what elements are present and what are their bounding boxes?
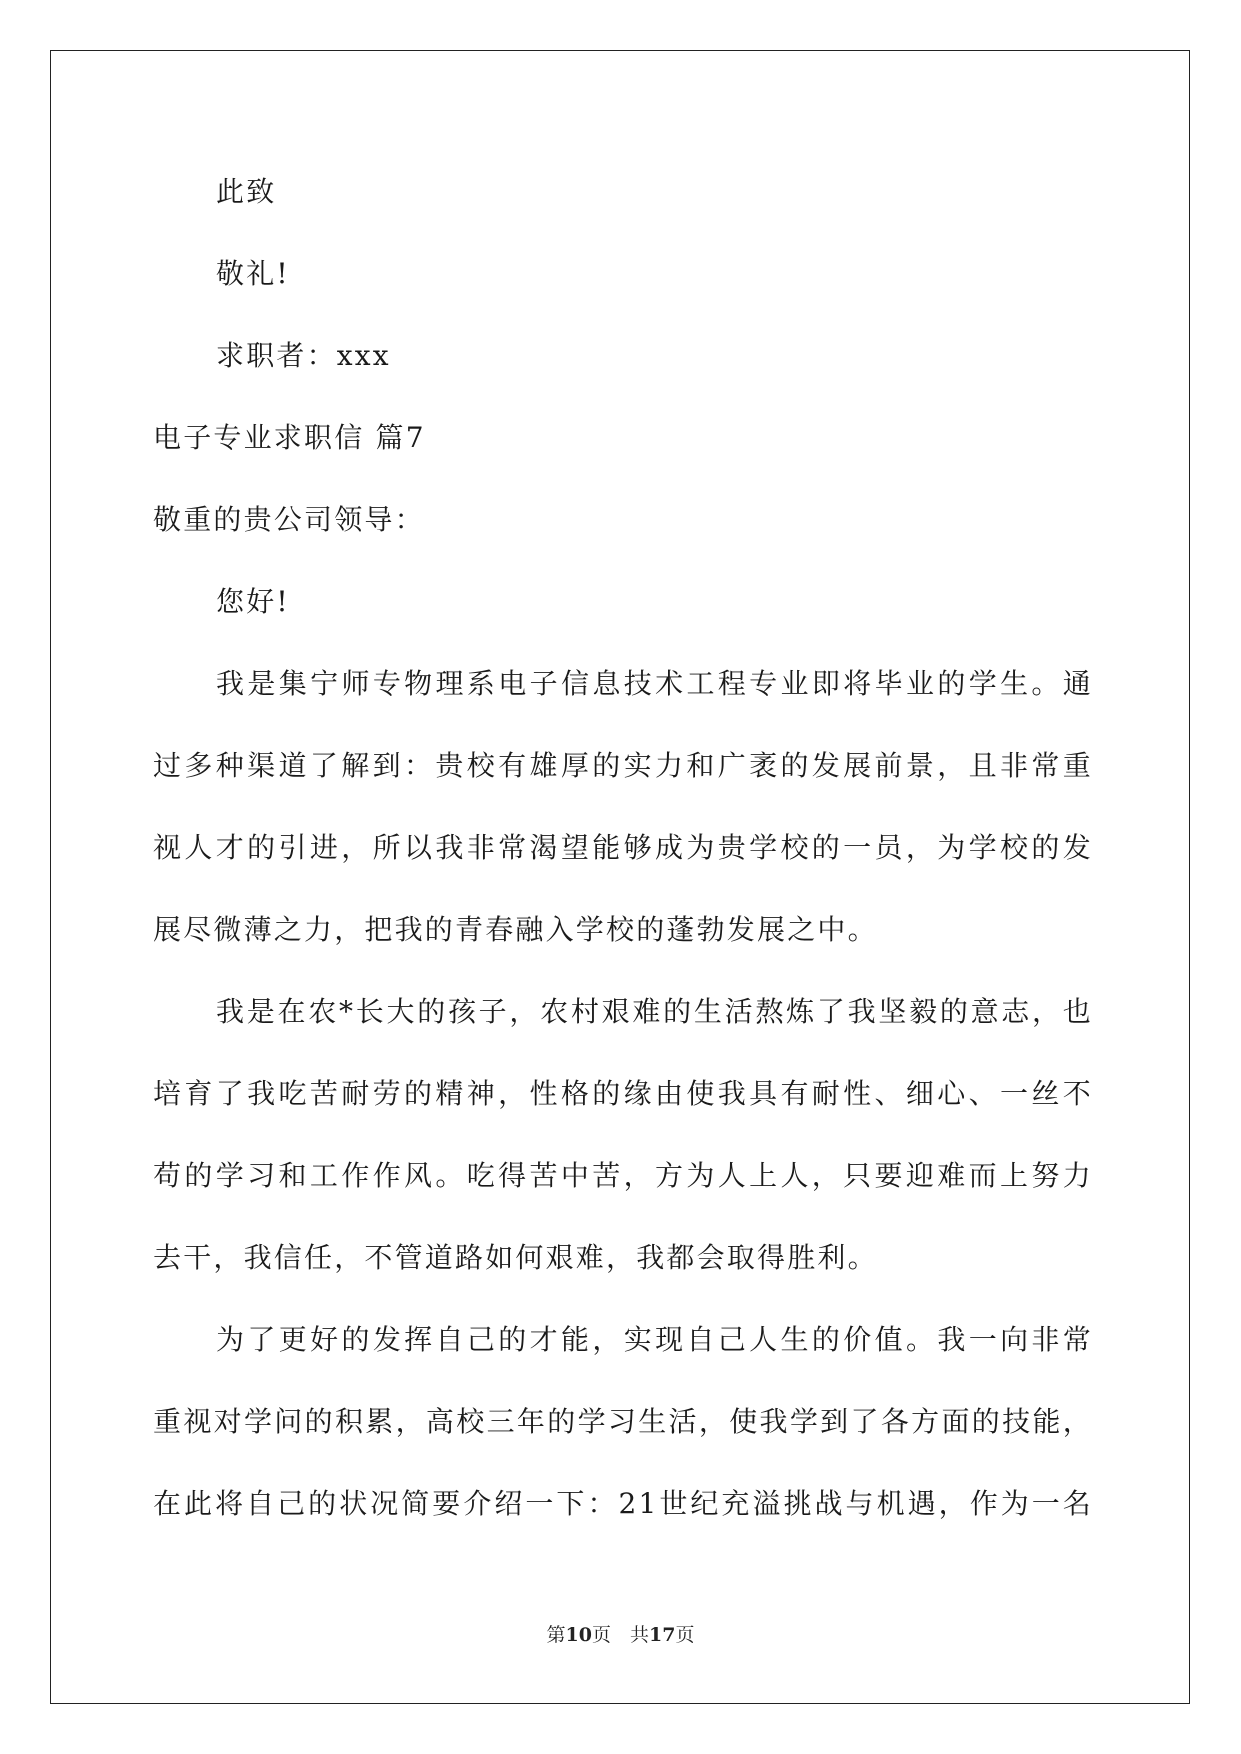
paragraph-line: 我是在农*长大的孩子，农村艰难的生活熬炼了我坚毅的意志，也	[216, 995, 1093, 1028]
closing-salutation: 此致	[216, 175, 277, 208]
paragraph-line: 视人才的引进，所以我非常渴望能够成为贵学校的一员，为学校的发	[153, 831, 1093, 864]
paragraph-line: 苟的学习和工作作风。吃得苦中苦，方为人上人，只要迎难而上努力	[153, 1159, 1093, 1192]
total-page-count: 17	[649, 1624, 676, 1646]
signature-line: 求职者：xxx	[216, 339, 391, 372]
footer-prefix: 第	[546, 1624, 566, 1646]
greeting: 您好!	[216, 585, 290, 618]
section-title: 电子专业求职信 篇7	[153, 421, 426, 454]
paragraph-line: 过多种渠道了解到：贵校有雄厚的实力和广袤的发展前景，且非常重	[153, 749, 1093, 782]
paragraph-line: 培育了我吃苦耐劳的精神，性格的缘由使我具有耐性、细心、一丝不	[153, 1077, 1093, 1110]
closing-regards: 敬礼!	[216, 257, 290, 290]
page-footer	[0, 1623, 1241, 1647]
paragraph-line: 展尽微薄之力，把我的青春融入学校的蓬勃发展之中。	[153, 913, 878, 946]
paragraph-line: 我是集宁师专物理系电子信息技术工程专业即将毕业的学生。通	[216, 667, 1093, 700]
paragraph-line: 重视对学问的积累，高校三年的学习生活，使我学到了各方面的技能，	[153, 1405, 1093, 1438]
current-page-number: 10	[565, 1624, 592, 1646]
footer-middle: 页 共	[591, 1624, 649, 1646]
letter-salutation: 敬重的贵公司领导：	[153, 503, 425, 536]
paragraph-line: 去干，我信任，不管道路如何艰难，我都会取得胜利。	[153, 1241, 878, 1274]
page-border	[50, 50, 1190, 1704]
footer-suffix: 页	[675, 1624, 695, 1646]
paragraph-line: 为了更好的发挥自己的才能，实现自己人生的价值。我一向非常	[216, 1323, 1093, 1356]
paragraph-line: 在此将自己的状况简要介绍一下：21世纪充溢挑战与机遇，作为一名	[153, 1487, 1093, 1520]
